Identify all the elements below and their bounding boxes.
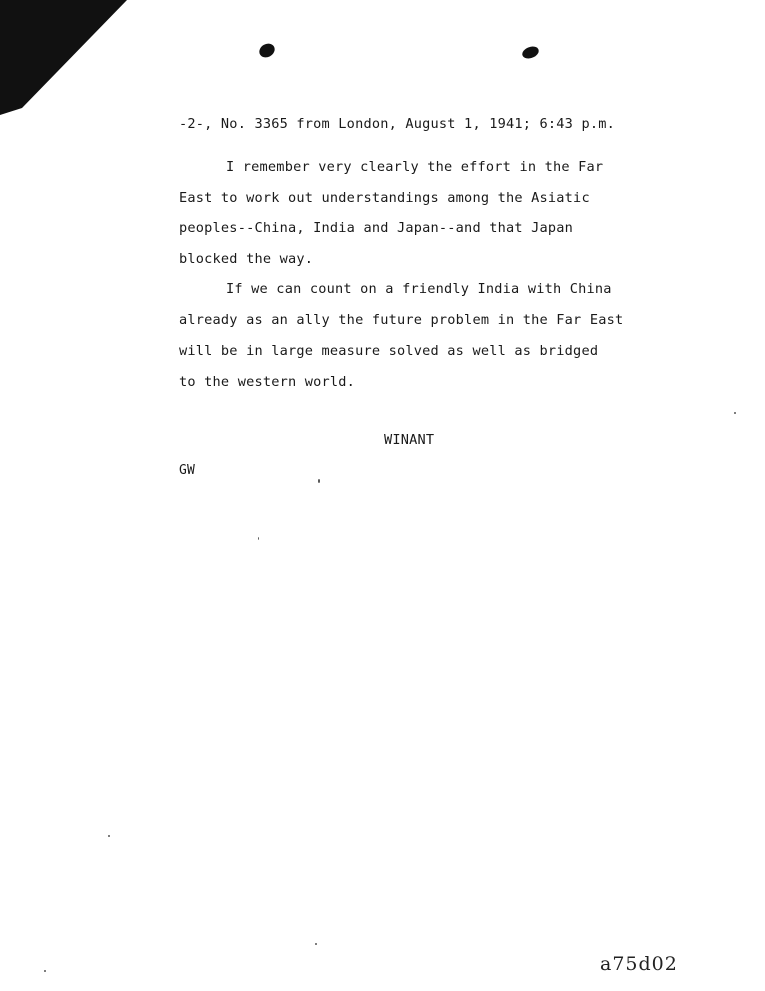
paragraph-1-line-2: East to work out understandings among the Asiatic [179,190,590,206]
paragraph-2-line-4: to the western world. [179,374,356,390]
punch-hole-right [521,44,541,60]
signature: WINANT [384,432,435,448]
paragraph-2-line-3: will be in large measure solved as well as bridged [179,343,599,359]
corner-mark [0,0,130,115]
speck [734,412,736,414]
paragraph-2-line-2: already as an ally the future problem in the Far East [179,312,624,328]
paragraph-1-line-3: peoples--China, India and Japan--and that Japan [179,220,574,236]
speck [108,835,110,837]
speck [44,970,46,972]
paragraph-2-line-1: If we can count on a friendly India with China [226,281,612,297]
paragraph-1-line-4: blocked the way. [179,251,314,267]
typist-initials: GW [179,463,196,478]
telegram-header: -2-, No. 3365 from London, August 1, 1941; 6:43 p.m. [179,116,615,132]
paragraph-1-line-1: I remember very clearly the effort in the Far [226,159,604,175]
speck [315,943,317,945]
punch-hole-left [257,41,277,60]
speck [258,537,259,540]
handwritten-note: a75d02 [600,953,678,975]
speck [318,479,320,483]
